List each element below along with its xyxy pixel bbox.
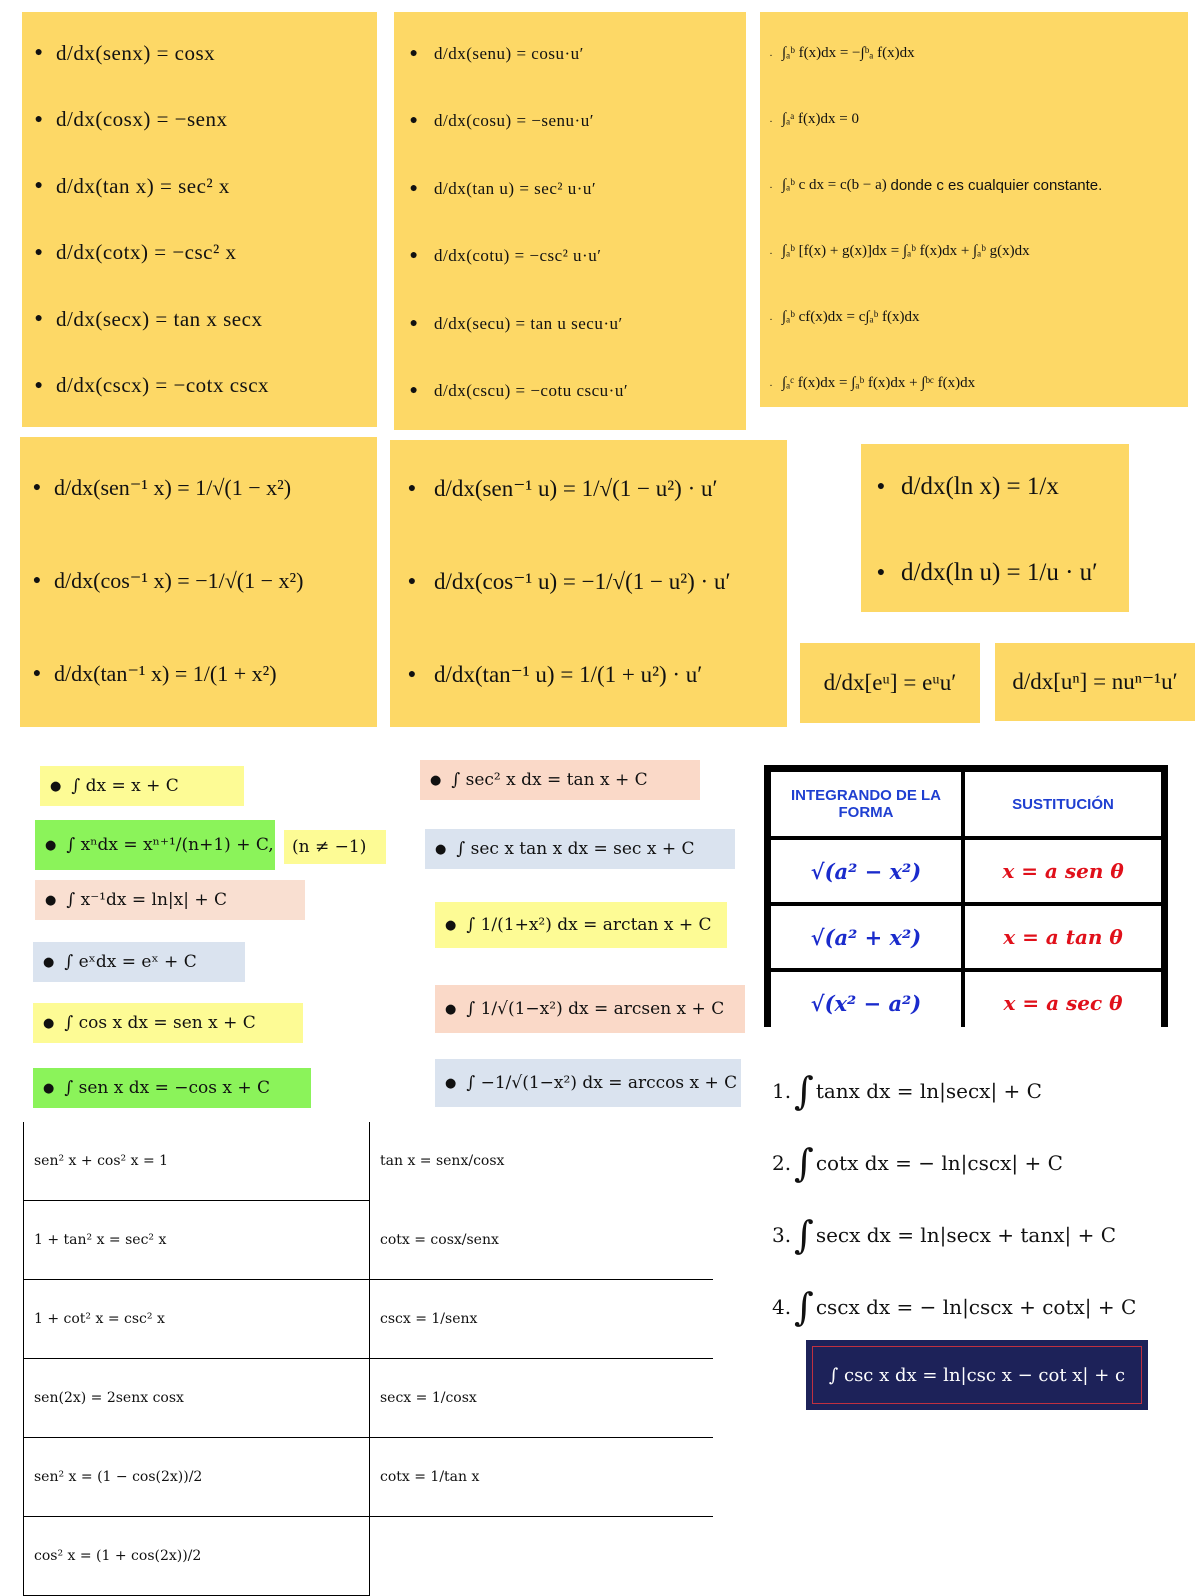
bullet-icon: ● — [34, 111, 44, 127]
bullet-icon: ● — [34, 178, 44, 194]
identities-table — [23, 1122, 713, 1596]
log-derivatives-block — [861, 444, 1129, 612]
bullet-icon: . — [769, 47, 773, 59]
bullet-icon: ● — [876, 565, 886, 580]
list-item: . ∫ₐᵇ f(x)dx = −∫ᵇₐ f(x)dx — [760, 20, 1188, 86]
list-item: ● d/dx(ln x) = 1/x — [861, 444, 1129, 530]
highlight-integral-box — [806, 1340, 1148, 1410]
table-cell: sen(2x) = 2senx cosx — [24, 1359, 370, 1438]
table-row — [24, 1201, 714, 1280]
list-item: 4. ∫ cscx dx = − ln|cscx + cotx| + C — [772, 1285, 1137, 1329]
bullet-icon: ● — [34, 45, 44, 61]
bullet-icon: . — [769, 179, 773, 191]
inverse-trig-u-block — [390, 440, 787, 727]
table-cell-form: √(a² + x²) — [771, 906, 961, 968]
integral-sen: ● ∫ sen x dx = −cos x + C — [33, 1068, 311, 1108]
bullet-icon: ● — [409, 45, 419, 61]
bullet-icon: ● — [409, 180, 419, 196]
table-row — [24, 1517, 714, 1596]
integral-power: ● ∫ xⁿdx = xⁿ⁺¹/(n+1) + C, — [35, 820, 275, 870]
list-item: ● d/dx(secx) = tan x secx — [22, 286, 377, 353]
list-item: . ∫ₐᵇ cf(x)dx = c∫ₐᵇ f(x)dx — [760, 284, 1188, 350]
bullet-icon: ● — [32, 479, 42, 495]
bullet-icon: ● — [445, 1001, 457, 1017]
integral-inverse-x: ● ∫ x⁻¹dx = ln|x| + C — [35, 880, 305, 920]
trig-derivatives-u-block — [394, 12, 746, 430]
list-item: . ∫ₐᵇ c dx = c(b − a) donde c es cualquier constante. — [760, 152, 1188, 218]
table-header-form: INTEGRANDO DE LA FORMA — [771, 772, 961, 836]
list-item: ● d/dx(tan⁻¹ u) = 1/(1 + u²) · u′ — [390, 628, 787, 721]
list-item: ● d/dx(tan u) = sec² u·u′ — [394, 155, 746, 223]
table-row — [24, 1280, 714, 1359]
table-cell: cos² x = (1 + cos(2x))/2 — [24, 1517, 370, 1596]
integral-dx: ● ∫ dx = x + C — [40, 766, 244, 806]
bullet-icon: ● — [43, 1080, 55, 1096]
table-cell: 1 + cot² x = csc² x — [24, 1280, 370, 1359]
integral-arccos: ● ∫ −1/√(1−x²) dx = arccos x + C — [435, 1059, 741, 1107]
list-item: . ∫ₐᵃ f(x)dx = 0 — [760, 86, 1188, 152]
table-header-substitution: SUSTITUCIÓN — [965, 772, 1161, 836]
list-item: ● d/dx(sen⁻¹ x) = 1/√(1 − x²) — [20, 441, 377, 534]
list-item: ● d/dx(tan⁻¹ x) = 1/(1 + x²) — [20, 627, 377, 720]
table-cell: tan x = senx/cosx — [380, 1153, 505, 1170]
bullet-icon: ● — [43, 1015, 55, 1031]
list-item: . ∫ₐᵇ [f(x) + g(x)]dx = ∫ₐᵇ f(x)dx + ∫ₐᵇ g(x)dx — [760, 218, 1188, 284]
list-item: 1. ∫ tanx dx = ln|secx| + C — [772, 1069, 1042, 1113]
highlight-integral: ∫ csc x dx = ln|csc x − cot x| + c — [812, 1346, 1142, 1404]
inverse-trig-x-block — [20, 437, 377, 727]
integral-cos: ● ∫ cos x dx = sen x + C — [33, 1003, 303, 1043]
substitution-table — [764, 765, 1168, 1027]
integral-sign-icon: ∫ — [794, 1141, 814, 1185]
power-derivative-block: d/dx[uⁿ] = nuⁿ⁻¹u′ — [995, 643, 1195, 721]
bullet-icon: ● — [876, 479, 886, 494]
bullet-icon: ● — [409, 315, 419, 331]
table-cell: sen² x + cos² x = 1 — [24, 1122, 370, 1201]
bullet-icon: ● — [435, 841, 447, 857]
constant-note: donde c es cualquier constante. — [890, 176, 1103, 194]
table-cell-substitution: x = a tan θ — [965, 906, 1161, 968]
bullet-icon: ● — [445, 1075, 457, 1091]
table-row — [24, 1122, 714, 1201]
list-item: ● d/dx(cscu) = −cotu cscu·u′ — [394, 358, 746, 426]
list-item: ● d/dx(cosx) = −senx — [22, 87, 377, 154]
bullet-icon: ● — [409, 383, 419, 399]
bullet-icon: . — [769, 113, 773, 125]
bullet-icon: . — [769, 245, 773, 257]
list-item: ● d/dx(cos⁻¹ u) = −1/√(1 − u²) · u′ — [390, 535, 787, 628]
table-cell: 1 + tan² x = sec² x — [24, 1201, 370, 1280]
bullet-icon: ● — [409, 248, 419, 264]
power-condition: (n ≠ −1) — [284, 830, 386, 864]
integral-sign-icon: ∫ — [794, 1069, 814, 1113]
list-item: ● d/dx(sen⁻¹ u) = 1/√(1 − u²) · u′ — [390, 442, 787, 535]
integral-sectan: ● ∫ sec x tan x dx = sec x + C — [425, 829, 735, 869]
bullet-icon: ● — [45, 892, 57, 908]
table-cell-form: √(x² − a²) — [771, 972, 961, 1034]
list-item: ● d/dx(cotu) = −csc² u·u′ — [394, 223, 746, 291]
table-cell-substitution: x = a sen θ — [965, 840, 1161, 902]
list-item: 2. ∫ cotx dx = − ln|cscx| + C — [772, 1141, 1063, 1185]
integral-sign-icon: ∫ — [794, 1213, 814, 1257]
trig-derivatives-x-block — [22, 12, 377, 427]
bullet-icon: ● — [32, 665, 42, 681]
list-item: ● d/dx(cscx) = −cotx cscx — [22, 353, 377, 420]
bullet-icon: ● — [43, 954, 55, 970]
bullet-icon: . — [769, 377, 773, 389]
bullet-icon: ● — [445, 917, 457, 933]
list-item: 3. ∫ secx dx = ln|secx + tanx| + C — [772, 1213, 1117, 1257]
list-item: ● d/dx(senu) = cosu·u′ — [394, 20, 746, 88]
list-item: ● d/dx(cos⁻¹ x) = −1/√(1 − x²) — [20, 534, 377, 627]
table-cell: cotx = 1/tan x — [370, 1438, 714, 1517]
bullet-icon: ● — [34, 377, 44, 393]
integral-sec2: ● ∫ sec² x dx = tan x + C — [420, 760, 700, 800]
integral-properties-block — [760, 12, 1188, 407]
table-cell: cotx = cosx/senx — [370, 1201, 714, 1280]
list-item: ● d/dx(secu) = tan u secu·u′ — [394, 290, 746, 358]
table-cell: sen² x = (1 − cos(2x))/2 — [24, 1438, 370, 1517]
integral-arcsen: ● ∫ 1/√(1−x²) dx = arcsen x + C — [435, 985, 745, 1033]
bullet-icon: ● — [409, 113, 419, 129]
table-row — [24, 1359, 714, 1438]
integral-arctan: ● ∫ 1/(1+x²) dx = arctan x + C — [435, 902, 727, 948]
bullet-icon: ● — [34, 244, 44, 260]
integral-exp: ● ∫ eˣdx = eˣ + C — [33, 942, 245, 982]
exp-derivative-block: d/dx[eᵘ] = eᵘu′ — [800, 643, 980, 723]
trig-integrals-list — [772, 1055, 1192, 1343]
bullet-icon: ● — [50, 778, 62, 794]
bullet-icon: ● — [407, 480, 417, 496]
list-item: ● d/dx(tan x) = sec² x — [22, 153, 377, 220]
list-item: ● d/dx(cosu) = −senu·u′ — [394, 88, 746, 156]
table-cell: cscx = 1/senx — [370, 1280, 714, 1359]
table-cell-substitution: x = a sec θ — [965, 972, 1161, 1034]
list-item: ● d/dx(senx) = cosx — [22, 20, 377, 87]
bullet-icon: . — [769, 311, 773, 323]
list-item: ● d/dx(ln u) = 1/u · u′ — [861, 530, 1129, 616]
table-cell — [370, 1517, 714, 1596]
table-cell-form: √(a² − x²) — [771, 840, 961, 902]
bullet-icon: ● — [32, 572, 42, 588]
bullet-icon: ● — [34, 311, 44, 327]
list-item: . ∫ₐᶜ f(x)dx = ∫ₐᵇ f(x)dx + ∫ᵇᶜ f(x)dx — [760, 350, 1188, 416]
bullet-icon: ● — [407, 573, 417, 589]
table-row — [24, 1438, 714, 1517]
table-cell: secx = 1/cosx — [370, 1359, 714, 1438]
integral-sign-icon: ∫ — [794, 1285, 814, 1329]
bullet-icon: ● — [430, 772, 442, 788]
bullet-icon: ● — [407, 666, 417, 682]
list-item: ● d/dx(cotx) = −csc² x — [22, 220, 377, 287]
bullet-icon: ● — [45, 837, 57, 853]
